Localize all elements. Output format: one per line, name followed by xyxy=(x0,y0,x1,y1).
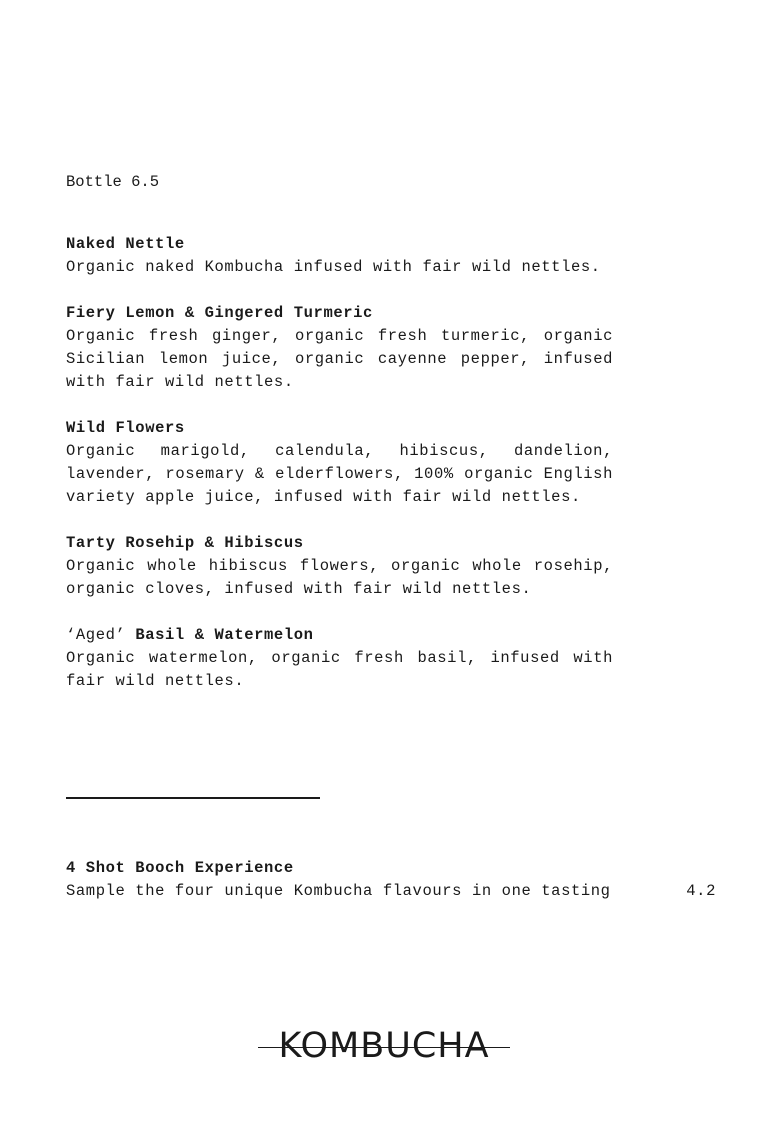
tasting-row xyxy=(66,880,716,903)
item-description: Organic marigold, calendula, hibiscus, dandelion, lavender, rosemary & elderflowers, 100% organic English variety apple juice, infused with fair wild nettles. xyxy=(66,442,613,506)
item-title xyxy=(66,532,613,555)
logo-text: KOMBUCHA xyxy=(278,1026,490,1066)
item-title xyxy=(66,302,613,325)
item-title xyxy=(66,233,613,256)
tasting-price: 4.2 xyxy=(686,882,716,900)
menu-item xyxy=(66,624,613,693)
item-description: Organic naked Kombucha infused with fair wild nettles. xyxy=(66,258,601,276)
item-description: Organic fresh ginger, organic fresh turmeric, organic Sicilian lemon juice, organic cayenne pepper, infused with fair wild nettles. xyxy=(66,327,613,391)
item-description: Organic watermelon, organic fresh basil, infused with fair wild nettles. xyxy=(66,649,613,690)
item-description: Organic whole hibiscus flowers, organic whole rosehip, organic cloves, infused with fair wild nettles. xyxy=(66,557,613,598)
menu-list xyxy=(66,171,613,716)
menu-item xyxy=(66,532,613,601)
item-title-text: Naked Nettle xyxy=(66,235,185,253)
tasting-item xyxy=(66,857,716,903)
section-divider xyxy=(66,797,320,799)
item-title-text: Basil & Watermelon xyxy=(135,626,314,644)
logo-strikethrough-line xyxy=(258,1047,510,1048)
menu-item xyxy=(66,302,613,394)
item-title-text: Wild Flowers xyxy=(66,419,185,437)
menu-item xyxy=(66,417,613,509)
item-title-text: Tarty Rosehip & Hibiscus xyxy=(66,534,304,552)
item-title-text: Fiery Lemon & Gingered Turmeric xyxy=(66,304,373,322)
item-prefix: ‘Aged’ xyxy=(66,626,136,644)
bottle-price: Bottle 6.5 xyxy=(66,173,160,191)
tasting-description: Sample the four unique Kombucha flavours in one tasting xyxy=(66,882,611,900)
menu-item xyxy=(66,233,613,279)
kombucha-logo xyxy=(258,1022,510,1072)
item-title xyxy=(66,417,613,440)
tasting-title: 4 Shot Booch Experience xyxy=(66,859,294,877)
item-title xyxy=(66,624,613,647)
